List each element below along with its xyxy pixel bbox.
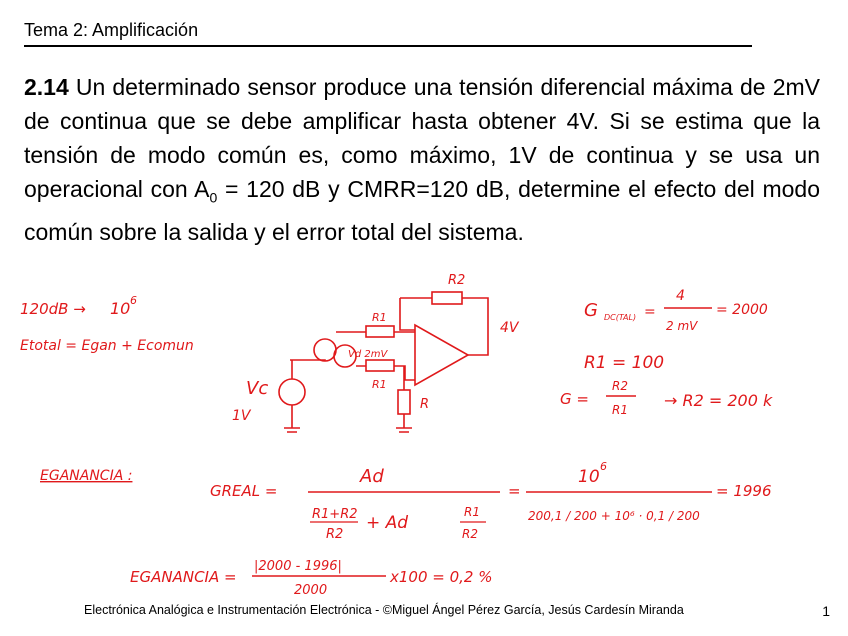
greal-den-plus: + Ad — [366, 513, 409, 533]
egain-equation-label: EGANANCIA = — [130, 568, 237, 586]
db-conversion-left: 120dB → — [20, 300, 86, 318]
greal-numerator: Ad — [360, 466, 384, 487]
greal-equals-2: = — [508, 482, 521, 500]
g-dc-subscript: DC(TAL) — [604, 313, 637, 322]
egain-result: x100 = 0,2 % — [390, 568, 493, 586]
problem-statement — [24, 70, 820, 249]
g-dc-numerator: 4 — [676, 288, 685, 304]
db-conversion-exp: 6 — [130, 294, 137, 307]
g-dc-result: = 2000 — [716, 302, 768, 318]
r1-value: R1 = 100 — [584, 353, 665, 373]
g-dc-denominator: 2 mV — [666, 319, 698, 333]
egain-numerator: |2000 - 1996| — [254, 559, 342, 574]
gain-ratio-result: → R2 = 200 k — [664, 391, 773, 410]
header-title: Tema 2: Amplificación — [24, 20, 199, 40]
g-dc-symbol: G — [584, 300, 598, 321]
db-conversion-right: 10 — [110, 299, 131, 318]
problem-number: 2.14 — [24, 74, 69, 100]
greal-denominator-2: 200,1 / 200 + 10⁶ · 0,1 / 200 — [528, 509, 700, 523]
circuit-vd-label: Vd 2mV — [348, 349, 388, 360]
footer-text: Electrónica Analógica e Instrumentación Electrónica - ©Miguel Ángel Pérez García, Jesús Cardesín Miranda — [84, 603, 684, 617]
greal-den-frac-den: R2 — [462, 527, 478, 541]
circuit-r1-label: R1 — [372, 311, 387, 324]
circuit-out-label: 4V — [500, 320, 519, 336]
circuit-vc-label: Vc — [246, 378, 269, 399]
page-header — [24, 20, 752, 47]
circuit-r-label: R — [420, 397, 430, 412]
circuit-r2-label: R2 — [448, 273, 466, 288]
gain-ratio-left: G = — [560, 390, 589, 408]
total-error-formula: Etotal = Egan + Ecomun — [20, 338, 194, 354]
problem-text-2: = 120 dB y CMRR=120 dB, determine el efecto del modo común sobre la salida y el error total del sistema. — [24, 176, 821, 245]
gain-ratio-num: R2 — [612, 379, 628, 393]
greal-den-a: R1+R2 — [312, 507, 358, 522]
page-footer — [84, 603, 784, 617]
egain-label: EGANANCIA : — [40, 468, 133, 484]
greal-numerator-2-exp: 6 — [600, 460, 607, 473]
circuit-vc-value: 1V — [232, 408, 251, 424]
greal-numerator-2: 10 — [578, 467, 600, 487]
problem-subscript: 0 — [209, 189, 218, 206]
gain-ratio-den: R1 — [612, 403, 628, 417]
greal-label: GREAL = — [210, 482, 278, 500]
problem-text-1: Un determinado sensor produce una tensión diferencial máxima de 2mV de continua que se debe amplificar hasta obtener 4V. Si se estima que la tensión de modo común es, como máximo, 1V de continua y se usa un operacional con A — [24, 74, 820, 202]
g-dc-equals: = — [644, 304, 656, 320]
handwritten-notes — [0, 270, 848, 600]
greal-result: = 1996 — [716, 482, 772, 500]
greal-den-frac-num: R1 — [464, 505, 480, 519]
circuit-r1b-label: R1 — [372, 378, 387, 391]
greal-den-b: R2 — [326, 527, 344, 542]
egain-denominator: 2000 — [294, 583, 328, 598]
page-number: 1 — [822, 603, 830, 619]
